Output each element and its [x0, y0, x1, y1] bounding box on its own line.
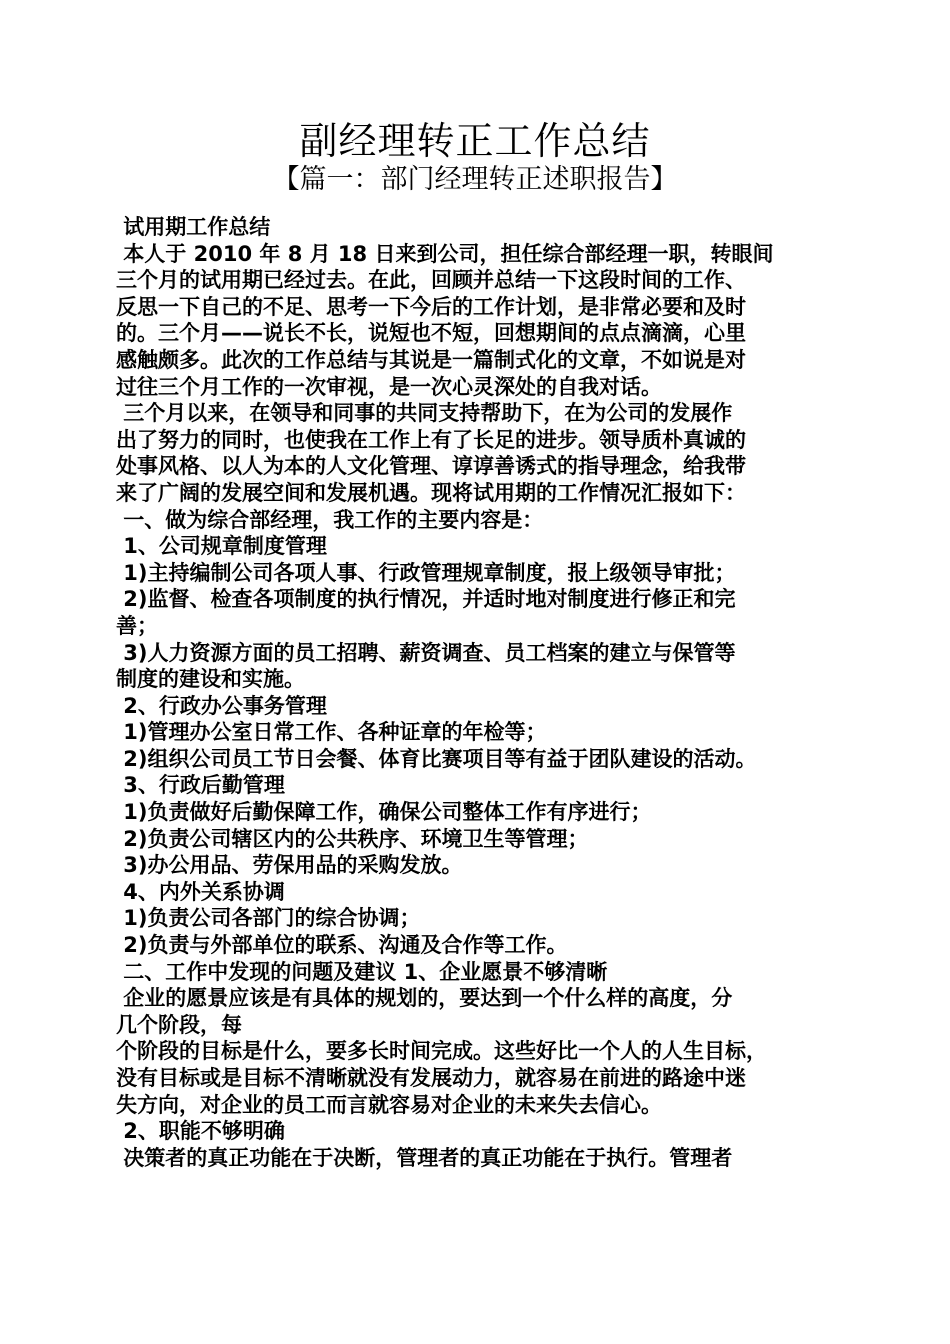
text-line: 2)组织公司员工节日会餐、体育比赛项目等有益于团队建设的活动。	[116, 746, 757, 771]
text-line: 企业的愿景应该是有具体的规划的，要达到一个什么样的高度，分	[116, 986, 733, 1011]
text-line: 反思一下自己的不足、思考一下今后的工作计划，是非常必要和及时	[116, 294, 746, 319]
text-line: 1)负责公司各部门的综合协调；	[116, 906, 421, 931]
text-line: 试用期工作总结	[116, 215, 271, 239]
text-line: 3)人力资源方面的员工招聘、薪资调查、员工档案的建立与保管等	[116, 640, 736, 665]
text-line: 三个月以来，在领导和同事的共同支持帮助下，在为公司的发展作	[116, 401, 733, 426]
text-line: 2)负责与外部单位的联系、沟通及合作等工作。	[116, 933, 568, 958]
text-line: 2、行政办公事务管理	[116, 693, 327, 718]
text-line: 决策者的真正功能在于决断，管理者的真正功能在于执行。管理者	[116, 1145, 733, 1170]
text-line: 几个阶段，每	[116, 1012, 242, 1037]
text-line: 感触颇多。此次的工作总结与其说是一篇制式化的文章，不如说是对	[116, 347, 746, 372]
text-line: 的。三个月——说长不长，说短也不短，回想期间的点点滴滴，心里	[116, 321, 746, 346]
text-line: 本人于 2010 年 8 月 18 日来到公司，担任综合部经理一职，转眼间	[116, 241, 774, 266]
text-line: 3、行政后勤管理	[116, 773, 285, 798]
text-line: 1、公司规章制度管理	[116, 534, 327, 559]
text-line: 4、内外关系协调	[116, 879, 285, 904]
text-line: 失方向，对企业的员工而言就容易对企业的未来失去信心。	[116, 1092, 662, 1117]
document-body	[116, 214, 846, 1171]
text-line: 来了广阔的发展空间和发展机遇。现将试用期的工作情况汇报如下：	[116, 480, 746, 505]
text-line: 2)监督、检查各项制度的执行情况，并适时地对制度进行修正和完	[116, 587, 736, 612]
text-line: 处事风格、以人为本的人文化管理、谆谆善诱式的指导理念，给我带	[116, 454, 746, 479]
text-line: 个阶段的目标是什么，要多长时间完成。这些好比一个人的人生目标，	[116, 1039, 767, 1064]
document-subtitle: 【篇一：部门经理转正述职报告】	[272, 164, 678, 195]
text-line: 出了努力的同时，也使我在工作上有了长足的进步。领导质朴真诚的	[116, 427, 746, 452]
text-line: 过往三个月工作的一次审视，是一次心灵深处的自我对话。	[116, 374, 662, 399]
text-line: 制度的建设和实施。	[116, 667, 305, 692]
text-line: 没有目标或是目标不清晰就没有发展动力，就容易在前进的路途中迷	[116, 1066, 746, 1090]
text-line: 三个月的试用期已经过去。在此，回顾并总结一下这段时间的工作、	[116, 268, 746, 293]
text-line: 一、做为综合部经理，我工作的主要内容是：	[116, 507, 544, 532]
document-title: 副经理转正工作总结	[299, 119, 651, 163]
text-line: 1)管理办公室日常工作、各种证章的年检等；	[116, 720, 547, 745]
text-line: 善；	[116, 613, 158, 638]
text-line: 2)负责公司辖区内的公共秩序、环境卫生等管理；	[116, 826, 589, 851]
text-line: 1)主持编制公司各项人事、行政管理规章制度，报上级领导审批；	[116, 560, 736, 585]
text-line: 二、工作中发现的问题及建议 1、企业愿景不够清晰	[116, 959, 608, 984]
text-line: 3)办公用品、劳保用品的采购发放。	[116, 853, 463, 878]
text-line: 2、职能不够明确	[116, 1119, 285, 1144]
text-line: 1)负责做好后勤保障工作，确保公司整体工作有序进行；	[116, 800, 652, 825]
